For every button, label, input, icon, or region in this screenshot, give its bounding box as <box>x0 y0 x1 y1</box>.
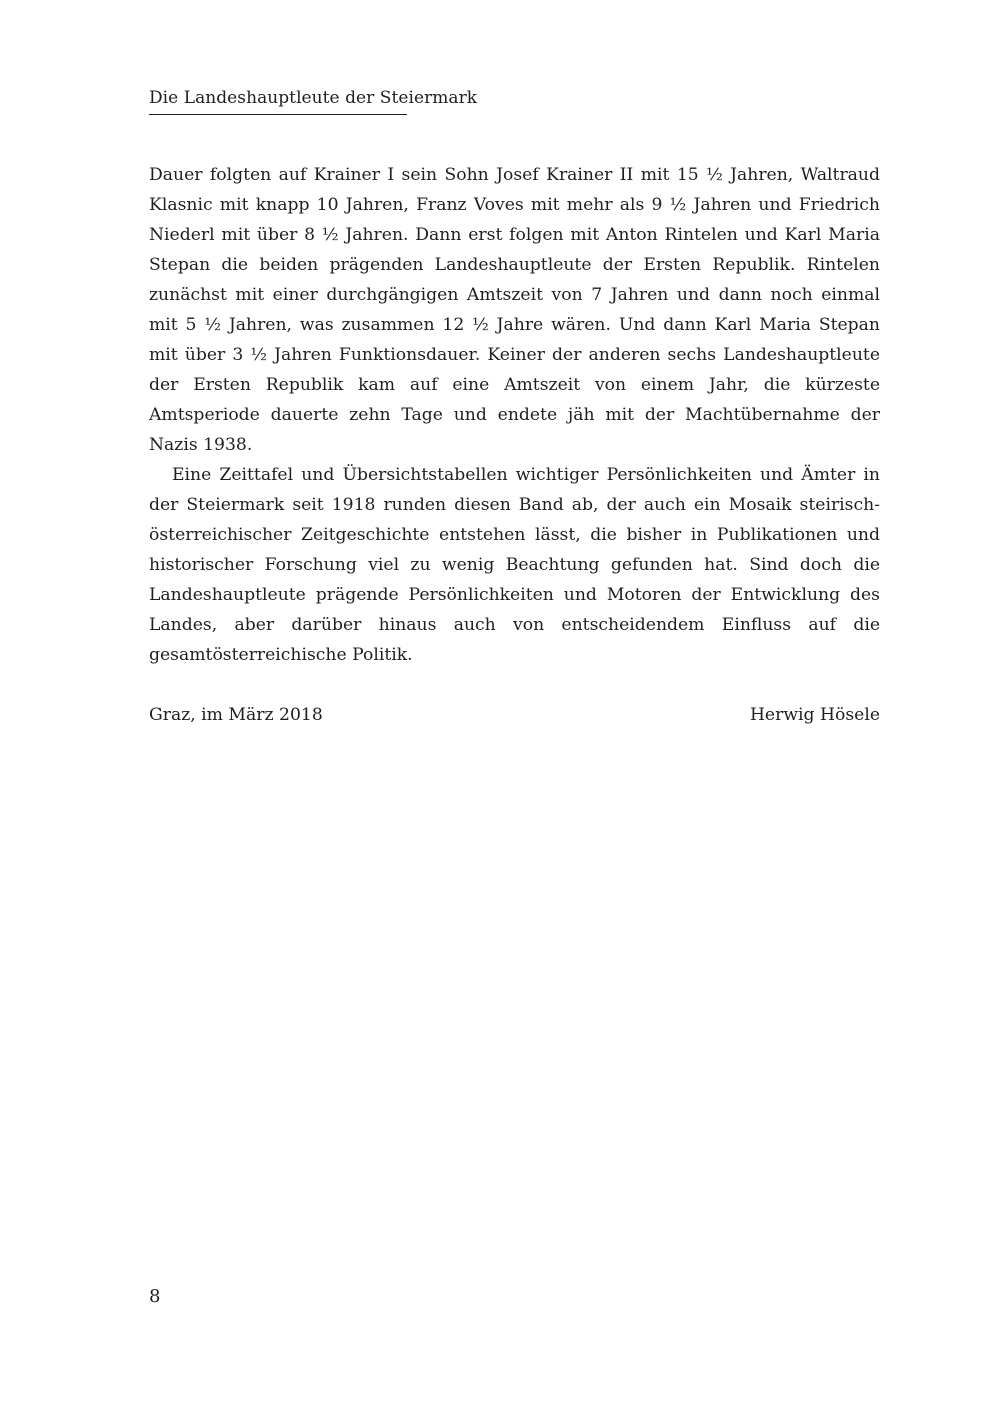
paragraph-2: Eine Zeittafel und Übersichtstabellen wichtiger Persönlichkeiten und Ämter in der Steiermark seit 1918 runden diesen Band ab, der auch ein Mosaik steirisch-österreichischer Zeitgeschichte entstehen lässt, die bisher in Publikationen und historischer Forschung viel zu wenig Beachtung gefunden hat. Sind doch die Landeshauptleute prägende Persönlichkeiten und Motoren der Entwicklung des Landes, aber darüber hinaus auch von entscheidendem Einfluss auf die gesamtösterreichische Politik. <box>149 465 880 665</box>
author-name: Herwig Hösele <box>749 705 880 725</box>
page-number: 8 <box>149 1286 161 1307</box>
place-date: Graz, im März 2018 <box>149 705 323 725</box>
paragraph-1: Dauer folgten auf Krainer I sein Sohn Josef Krainer II mit 15 ½ Jahren, Waltraud Klasnic mit knapp 10 Jahren, Franz Voves mit mehr als 9 ½ Jahren und Friedrich Niederl mit über 8 ½ Jahren. Dann erst folgen mit Anton Rintelen und Karl Maria Stepan die beiden prägenden Landeshauptleute der Ersten Republik. Rintelen zunächst mit einer durchgängigen Amtszeit von 7 Jahren und dann noch einmal mit 5 ½ Jahren, was zusammen 12 ½ Jahre wären. Und dann Karl Maria Stepan mit über 3 ½ Jahren Funktionsdauer. Keiner der anderen sechs Landeshauptleute der Ersten Republik kam auf eine Amtszeit von einem Jahr, die kürzeste Amtsperiode dauerte zehn Tage und endete jäh mit der Machtübernahme der Nazis 1938. <box>149 165 880 455</box>
running-header: Die Landeshauptleute der Steiermark <box>149 86 407 115</box>
body-text <box>149 160 880 670</box>
signature-row <box>149 700 880 730</box>
